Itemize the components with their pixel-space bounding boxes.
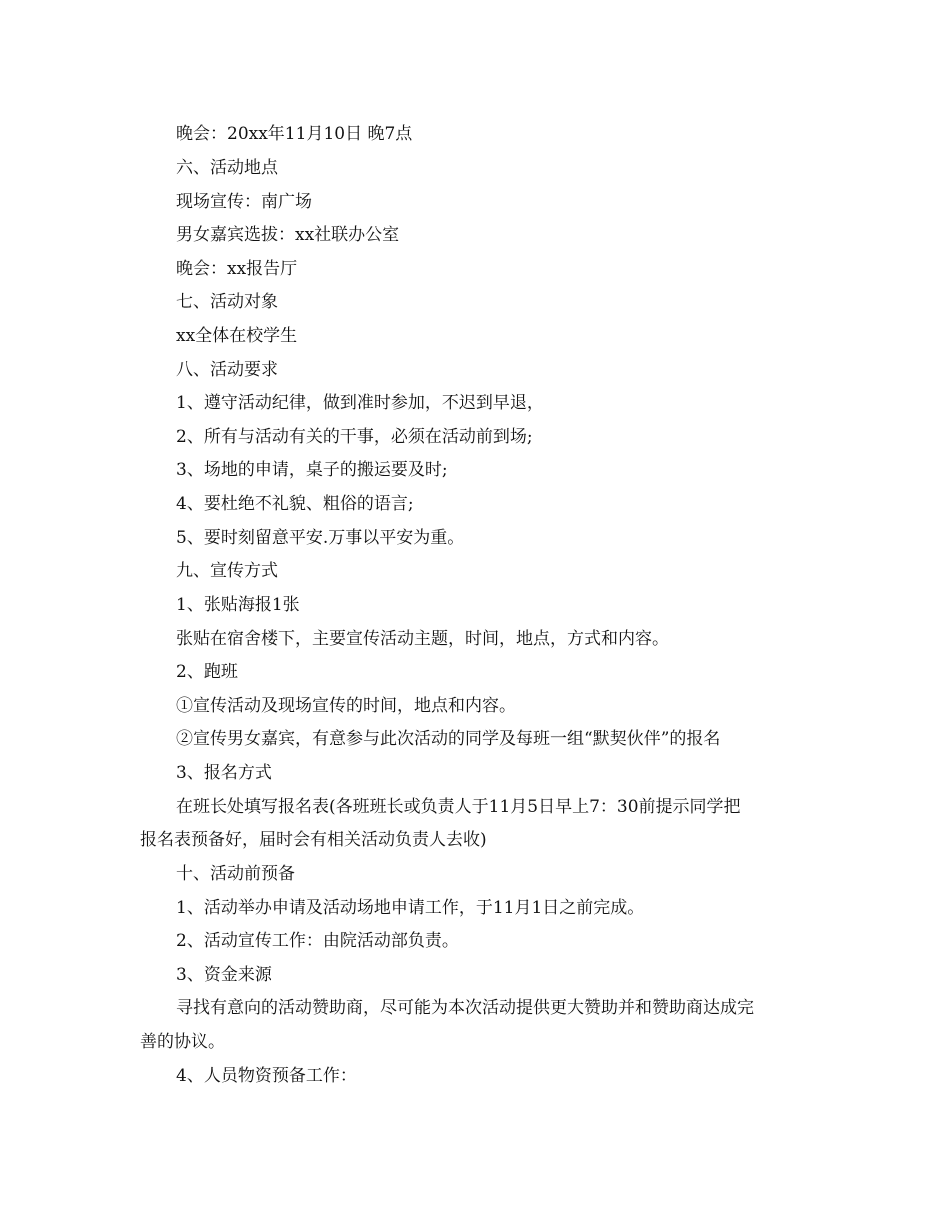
- text-line: 寻找有意向的活动赞助商，尽可能为本次活动提供更大赞助并和赞助商达成完: [176, 998, 754, 1018]
- text-line: 晚会：20xx年11月10日 晚7点: [176, 124, 413, 144]
- text-line: 善的协议。: [140, 1032, 225, 1052]
- list-item: 3、资金来源: [176, 965, 272, 985]
- text-line: 男女嘉宾选拔：xx社联办公室: [176, 225, 400, 245]
- list-item: 4、要杜绝不礼貌、粗俗的语言;: [176, 494, 414, 514]
- section-heading: 十、活动前预备: [176, 864, 295, 884]
- list-item: 1、张贴海报1张: [176, 595, 300, 615]
- text-line: xx全体在校学生: [176, 326, 298, 346]
- section-heading: 九、宣传方式: [176, 561, 278, 581]
- list-item: 2、活动宣传工作：由院活动部负责。: [176, 931, 459, 951]
- list-item: ①宣传活动及现场宣传的时间，地点和内容。: [176, 696, 516, 716]
- list-item: 3、场地的申请，桌子的搬运要及时;: [176, 460, 448, 480]
- section-heading: 七、活动对象: [176, 292, 278, 312]
- text-line: 张贴在宿舍楼下，主要宣传活动主题，时间，地点，方式和内容。: [176, 629, 669, 649]
- text-line: 在班长处填写报名表(各班班长或负责人于11月5日早上7：30前提示同学把: [176, 797, 741, 817]
- text-line: 晚会：xx报告厅: [176, 259, 298, 279]
- text-line: 现场宣传：南广场: [176, 192, 312, 212]
- section-heading: 六、活动地点: [176, 158, 278, 178]
- list-item: 3、报名方式: [176, 763, 272, 783]
- list-item: 1、遵守活动纪律，做到准时参加，不迟到早退，: [176, 393, 544, 413]
- list-item: 1、活动举办申请及活动场地申请工作，于11月1日之前完成。: [176, 898, 645, 918]
- list-item: ②宣传男女嘉宾，有意参与此次活动的同学及每班一组“默契伙伴”的报名: [176, 729, 721, 749]
- list-item: 2、所有与活动有关的干事，必须在活动前到场;: [176, 427, 533, 447]
- text-line: 报名表预备好，届时会有相关活动负责人去收): [140, 830, 487, 850]
- list-item: 5、要时刻留意平安.万事以平安为重。: [176, 528, 465, 548]
- section-heading: 八、活动要求: [176, 360, 278, 380]
- list-item: 2、跑班: [176, 662, 238, 682]
- list-item: 4、人员物资预备工作：: [176, 1066, 357, 1086]
